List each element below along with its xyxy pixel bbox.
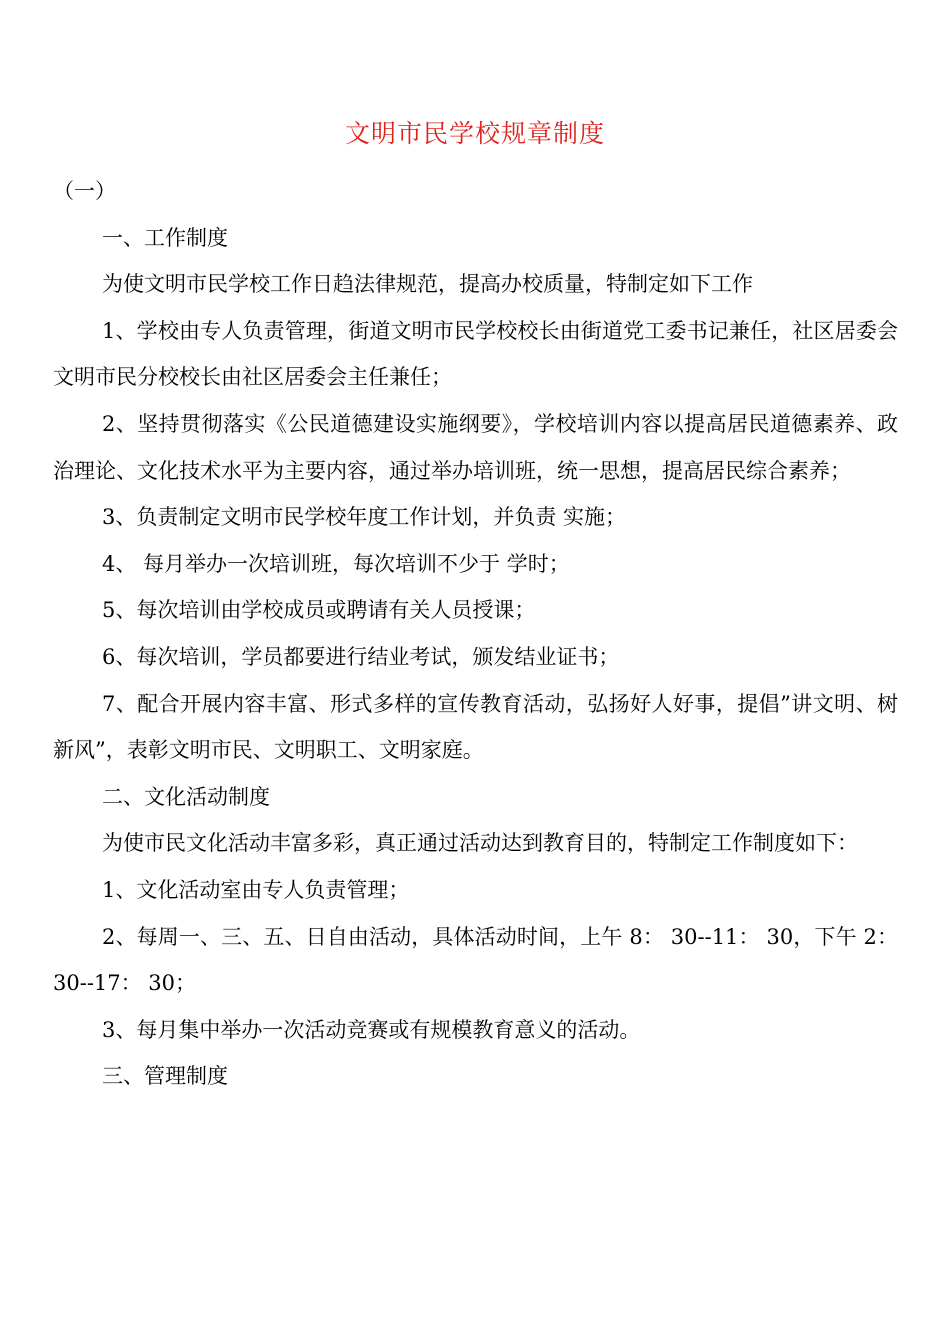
paragraph-item-7: 7、配合开展内容丰富、形式多样的宣传教育活动，弘扬好人好事，提倡”讲文明、树新风”，表彰文明市民、文明职工、文明家庭。 [53, 691, 898, 763]
paragraph-item-6: 6、每次培训，学员都要进行结业考试，颁发结业证书； [102, 644, 620, 669]
paragraph-culture-item-2: 2、每周一、三、五、日自由活动，具体活动时间，上午 8： 30--11： 30，下午 2： 30--17： 30； [53, 924, 898, 996]
paragraph-item-1: 1、学校由专人负责管理，街道文明市民学校校长由街道党工委书记兼任，社区居委会文明市民分校校长由社区居委会主任兼任； [53, 318, 898, 390]
document-title: 文明市民学校规章制度 [344, 119, 605, 148]
paragraph-item-3: 3、负责制定文明市民学校年度工作计划，并负责 实施； [102, 505, 627, 530]
paragraph-intro-culture: 为使市民文化活动丰富多彩，真正通过活动达到教育目的，特制定工作制度如下： [102, 831, 858, 856]
part-label: （一） [53, 179, 116, 203]
paragraph-item-4: 4、 每月举办一次培训班，每次培训不少于 学时； [102, 551, 570, 576]
section-heading-work-system: 一、工作制度 [102, 225, 228, 250]
document-body [53, 168, 898, 1100]
paragraph-culture-item-1: 1、文化活动室由专人负责管理； [102, 877, 410, 902]
section-heading-management: 三、管理制度 [102, 1064, 228, 1089]
paragraph-culture-item-3: 3、每月集中举办一次活动竞赛或有规模教育意义的活动。 [102, 1017, 641, 1042]
paragraph-intro-work: 为使文明市民学校工作日趋法律规范，提高办校质量，特制定如下工作 [102, 272, 753, 297]
paragraph-item-2: 2、坚持贯彻落实《公民道德建设实施纲要》，学校培训内容以提高居民道德素养、政治理论、文化技术水平为主要内容，通过举办培训班，统一思想，提高居民综合素养； [53, 411, 898, 483]
section-heading-culture: 二、文化活动制度 [102, 784, 270, 809]
paragraph-item-5: 5、每次培训由学校成员或聘请有关人员授课； [102, 598, 536, 623]
